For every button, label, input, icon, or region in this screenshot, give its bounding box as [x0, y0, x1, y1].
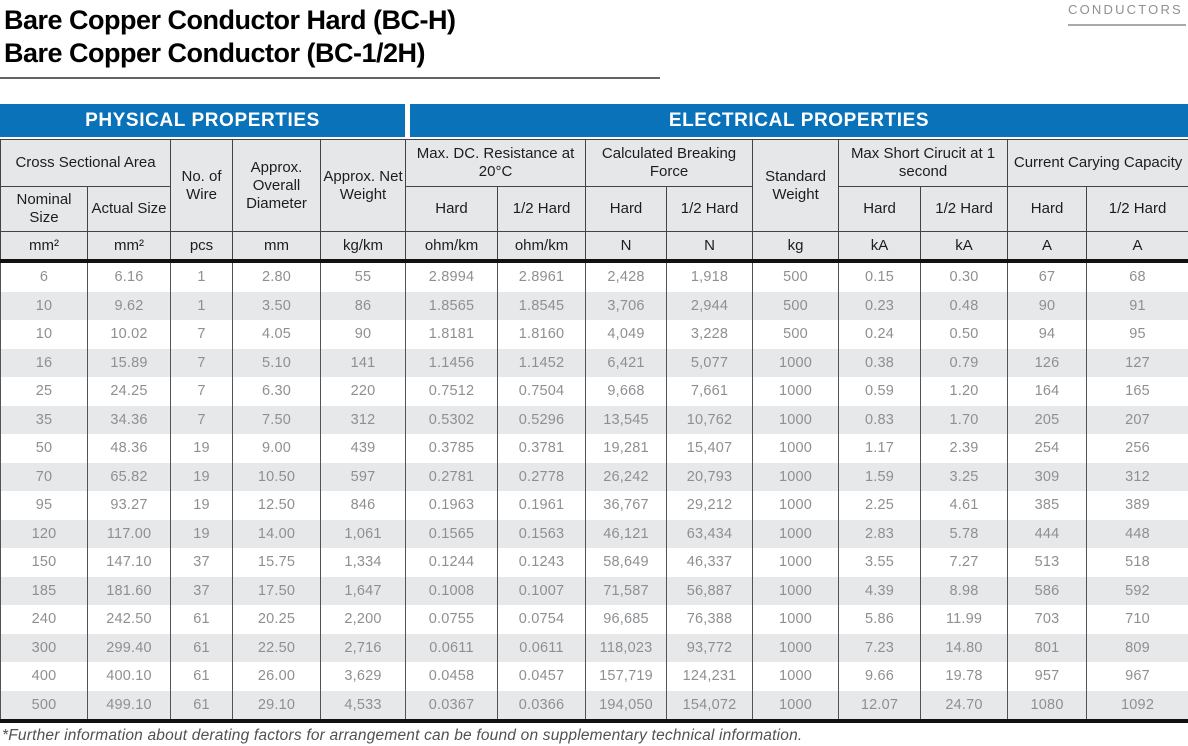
table-cell: 55	[321, 261, 406, 292]
header-cross-sectional-area: Cross Sectional Area	[1, 140, 171, 187]
table-cell: 12.07	[839, 691, 921, 722]
table-cell: 3.55	[839, 548, 921, 577]
table-cell: 1,061	[321, 520, 406, 549]
table-cell: 157,719	[586, 662, 667, 691]
header-nominal-size: Nominal Size	[1, 187, 88, 232]
table-cell: 0.7504	[498, 377, 586, 406]
header-resistance-half-hard: 1/2 Hard	[498, 187, 586, 232]
unit-cell: kg	[753, 232, 839, 262]
table-cell: 1.8181	[406, 320, 498, 349]
table-cell: 63,434	[667, 520, 753, 549]
table-cell: 194,050	[586, 691, 667, 722]
table-cell: 35	[1, 406, 88, 435]
unit-cell: kA	[839, 232, 921, 262]
table-cell: 0.23	[839, 292, 921, 321]
table-cell: 48.36	[88, 434, 171, 463]
table-cell: 1000	[753, 520, 839, 549]
table-cell: 2,428	[586, 261, 667, 292]
table-cell: 2.39	[921, 434, 1008, 463]
table-cell: 93.27	[88, 491, 171, 520]
table-cell: 0.0754	[498, 605, 586, 634]
table-cell: 14.00	[233, 520, 321, 549]
table-cell: 957	[1008, 662, 1087, 691]
table-cell: 56,887	[667, 577, 753, 606]
header-short-circuit-half-hard: 1/2 Hard	[921, 187, 1008, 232]
table-cell: 10	[1, 320, 88, 349]
table-cell: 220	[321, 377, 406, 406]
table-cell: 240	[1, 605, 88, 634]
page-title-line1: Bare Copper Conductor Hard (BC-H)	[4, 5, 456, 35]
table-cell: 801	[1008, 634, 1087, 663]
table-cell: 0.50	[921, 320, 1008, 349]
table-cell: 385	[1008, 491, 1087, 520]
table-cell: 6.30	[233, 377, 321, 406]
table-cell: 5.78	[921, 520, 1008, 549]
unit-cell: A	[1087, 232, 1188, 262]
table-cell: 242.50	[88, 605, 171, 634]
table-cell: 95	[1087, 320, 1188, 349]
table-cell: 0.7512	[406, 377, 498, 406]
table-row	[1, 691, 1188, 722]
table-cell: 124,231	[667, 662, 753, 691]
table-cell: 0.0366	[498, 691, 586, 722]
table-cell: 500	[753, 320, 839, 349]
header-actual-size: Actual Size	[88, 187, 171, 232]
table-cell: 24.70	[921, 691, 1008, 722]
table-cell: 2.8994	[406, 261, 498, 292]
table-cell: 846	[321, 491, 406, 520]
table-cell: 5.10	[233, 349, 321, 378]
table-cell: 10,762	[667, 406, 753, 435]
table-cell: 71,587	[586, 577, 667, 606]
table-cell: 300	[1, 634, 88, 663]
table-row	[1, 491, 1188, 520]
table-row	[1, 548, 1188, 577]
table-cell: 1000	[753, 377, 839, 406]
table-cell: 10.02	[88, 320, 171, 349]
table-cell: 4.61	[921, 491, 1008, 520]
table-cell: 0.0755	[406, 605, 498, 634]
table-cell: 1080	[1008, 691, 1087, 722]
table-cell: 34.36	[88, 406, 171, 435]
table-row	[1, 605, 1188, 634]
table-cell: 147.10	[88, 548, 171, 577]
table-cell: 12.50	[233, 491, 321, 520]
table-cell: 500	[753, 292, 839, 321]
table-cell: 90	[321, 320, 406, 349]
table-cell: 0.59	[839, 377, 921, 406]
table-cell: 19	[171, 463, 233, 492]
table-cell: 150	[1, 548, 88, 577]
table-cell: 6,421	[586, 349, 667, 378]
table-cell: 13,545	[586, 406, 667, 435]
header-breaking-hard: Hard	[586, 187, 667, 232]
table-cell: 0.30	[921, 261, 1008, 292]
table-cell: 1	[171, 261, 233, 292]
table-cell: 91	[1087, 292, 1188, 321]
page-title	[4, 4, 456, 70]
table-cell: 2.25	[839, 491, 921, 520]
table-cell: 95	[1, 491, 88, 520]
table-cell: 0.15	[839, 261, 921, 292]
header-max-short-circuit: Max Short Cirucit at 1 second	[839, 140, 1008, 187]
header-approx-overall-diameter: Approx. Overall Diameter	[233, 140, 321, 232]
table-cell: 185	[1, 577, 88, 606]
table-cell: 1.8545	[498, 292, 586, 321]
table-cell: 86	[321, 292, 406, 321]
table-cell: 0.83	[839, 406, 921, 435]
table-cell: 592	[1087, 577, 1188, 606]
table-cell: 7.27	[921, 548, 1008, 577]
table-header	[1, 140, 1188, 262]
table-cell: 17.50	[233, 577, 321, 606]
table-row	[1, 292, 1188, 321]
table-cell: 5.86	[839, 605, 921, 634]
table-cell: 2,716	[321, 634, 406, 663]
page-title-line2: Bare Copper Conductor (BC-1/2H)	[4, 38, 426, 68]
header-calculated-breaking-force: Calculated Breaking Force	[586, 140, 753, 187]
unit-cell: ohm/km	[498, 232, 586, 262]
header-resistance-hard: Hard	[406, 187, 498, 232]
table-cell: 46,337	[667, 548, 753, 577]
table-cell: 20.25	[233, 605, 321, 634]
table-cell: 312	[1087, 463, 1188, 492]
table-cell: 1000	[753, 548, 839, 577]
table-cell: 0.0367	[406, 691, 498, 722]
table-cell: 0.1565	[406, 520, 498, 549]
table-cell: 26,242	[586, 463, 667, 492]
table-cell: 46,121	[586, 520, 667, 549]
table-cell: 65.82	[88, 463, 171, 492]
table-cell: 312	[321, 406, 406, 435]
table-cell: 118,023	[586, 634, 667, 663]
table-cell: 96,685	[586, 605, 667, 634]
table-cell: 9.00	[233, 434, 321, 463]
table-cell: 0.1008	[406, 577, 498, 606]
table-cell: 11.99	[921, 605, 1008, 634]
table-cell: 61	[171, 634, 233, 663]
table-cell: 6.16	[88, 261, 171, 292]
table-cell: 400.10	[88, 662, 171, 691]
table-cell: 0.0611	[498, 634, 586, 663]
header-standard-weight: Standard Weight	[753, 140, 839, 232]
table-cell: 19	[171, 434, 233, 463]
table-cell: 809	[1087, 634, 1188, 663]
table-row	[1, 577, 1188, 606]
table-cell: 0.1563	[498, 520, 586, 549]
table-cell: 120	[1, 520, 88, 549]
table-body	[1, 261, 1188, 721]
header-short-circuit-hard: Hard	[839, 187, 921, 232]
table-cell: 256	[1087, 434, 1188, 463]
table-row	[1, 662, 1188, 691]
table-cell: 2.80	[233, 261, 321, 292]
table-cell: 0.0458	[406, 662, 498, 691]
table-cell: 15.75	[233, 548, 321, 577]
section-header-band	[0, 104, 1188, 137]
table-cell: 76,388	[667, 605, 753, 634]
table-cell: 7	[171, 320, 233, 349]
table-cell: 0.1244	[406, 548, 498, 577]
table-cell: 597	[321, 463, 406, 492]
table-row	[1, 463, 1188, 492]
table-cell: 513	[1008, 548, 1087, 577]
table-cell: 400	[1, 662, 88, 691]
section-header-physical: PHYSICAL PROPERTIES	[0, 104, 405, 137]
table-cell: 7,661	[667, 377, 753, 406]
table-cell: 1.8565	[406, 292, 498, 321]
table-cell: 0.3785	[406, 434, 498, 463]
table-row	[1, 320, 1188, 349]
header-capacity-hard: Hard	[1008, 187, 1087, 232]
unit-cell: mm	[233, 232, 321, 262]
table-cell: 6	[1, 261, 88, 292]
unit-cell: ohm/km	[406, 232, 498, 262]
conductor-spec-table	[0, 139, 1188, 723]
unit-cell: A	[1008, 232, 1087, 262]
table-cell: 254	[1008, 434, 1087, 463]
table-cell: 19	[171, 520, 233, 549]
table-cell: 0.79	[921, 349, 1008, 378]
table-cell: 1.20	[921, 377, 1008, 406]
table-cell: 0.2778	[498, 463, 586, 492]
table-row	[1, 634, 1188, 663]
table-cell: 127	[1087, 349, 1188, 378]
table-cell: 61	[171, 662, 233, 691]
table-cell: 9,668	[586, 377, 667, 406]
table-cell: 0.0611	[406, 634, 498, 663]
table-cell: 9.62	[88, 292, 171, 321]
table-cell: 165	[1087, 377, 1188, 406]
table-cell: 4.05	[233, 320, 321, 349]
table-cell: 0.48	[921, 292, 1008, 321]
table-cell: 7	[171, 377, 233, 406]
table-cell: 3.25	[921, 463, 1008, 492]
table-cell: 29.10	[233, 691, 321, 722]
table-cell: 19	[171, 491, 233, 520]
section-header-electrical: ELECTRICAL PROPERTIES	[410, 104, 1188, 137]
header-no-of-wire: No. of Wire	[171, 140, 233, 232]
units-row	[1, 232, 1188, 262]
unit-cell: kA	[921, 232, 1008, 262]
table-cell: 8.98	[921, 577, 1008, 606]
table-cell: 3,629	[321, 662, 406, 691]
table-cell: 181.60	[88, 577, 171, 606]
unit-cell: mm²	[88, 232, 171, 262]
table-cell: 1000	[753, 434, 839, 463]
table-cell: 4,049	[586, 320, 667, 349]
header-capacity-half-hard: 1/2 Hard	[1087, 187, 1188, 232]
table-cell: 19,281	[586, 434, 667, 463]
table-cell: 1.70	[921, 406, 1008, 435]
table-cell: 26.00	[233, 662, 321, 691]
table-cell: 0.0457	[498, 662, 586, 691]
table-cell: 36,767	[586, 491, 667, 520]
table-cell: 61	[171, 605, 233, 634]
table-cell: 117.00	[88, 520, 171, 549]
table-cell: 448	[1087, 520, 1188, 549]
table-cell: 309	[1008, 463, 1087, 492]
table-cell: 0.1243	[498, 548, 586, 577]
table-cell: 1000	[753, 406, 839, 435]
table-cell: 37	[171, 577, 233, 606]
table-cell: 518	[1087, 548, 1188, 577]
table-cell: 2.8961	[498, 261, 586, 292]
unit-cell: mm²	[1, 232, 88, 262]
table-cell: 3,706	[586, 292, 667, 321]
group-header-row	[1, 140, 1188, 187]
table-cell: 0.38	[839, 349, 921, 378]
table-cell: 1,647	[321, 577, 406, 606]
table-cell: 389	[1087, 491, 1188, 520]
table-row	[1, 377, 1188, 406]
table-cell: 154,072	[667, 691, 753, 722]
table-cell: 14.80	[921, 634, 1008, 663]
table-cell: 58,649	[586, 548, 667, 577]
table-cell: 205	[1008, 406, 1087, 435]
header-current-carrying-capacity: Current Carying Capacity	[1008, 140, 1188, 187]
table-cell: 0.5296	[498, 406, 586, 435]
table-cell: 499.10	[88, 691, 171, 722]
table-cell: 0.1963	[406, 491, 498, 520]
table-cell: 7.23	[839, 634, 921, 663]
table-cell: 2,944	[667, 292, 753, 321]
table-cell: 29,212	[667, 491, 753, 520]
table-cell: 444	[1008, 520, 1087, 549]
table-cell: 500	[1, 691, 88, 722]
table-cell: 70	[1, 463, 88, 492]
table-cell: 15,407	[667, 434, 753, 463]
table-cell: 67	[1008, 261, 1087, 292]
table-cell: 1,334	[321, 548, 406, 577]
table-cell: 710	[1087, 605, 1188, 634]
table-cell: 90	[1008, 292, 1087, 321]
table-cell: 7	[171, 406, 233, 435]
table-cell: 20,793	[667, 463, 753, 492]
table-cell: 1,918	[667, 261, 753, 292]
table-cell: 0.2781	[406, 463, 498, 492]
table-cell: 0.1007	[498, 577, 586, 606]
table-cell: 1.17	[839, 434, 921, 463]
table-cell: 4,533	[321, 691, 406, 722]
table-cell: 164	[1008, 377, 1087, 406]
table-cell: 1.59	[839, 463, 921, 492]
corner-category-label: CONDUCTORS	[1068, 2, 1186, 26]
header-breaking-half-hard: 1/2 Hard	[667, 187, 753, 232]
table-cell: 10	[1, 292, 88, 321]
table-cell: 586	[1008, 577, 1087, 606]
table-cell: 5,077	[667, 349, 753, 378]
table-cell: 93,772	[667, 634, 753, 663]
table-cell: 2.83	[839, 520, 921, 549]
table-cell: 500	[753, 261, 839, 292]
table-cell: 0.3781	[498, 434, 586, 463]
table-cell: 61	[171, 691, 233, 722]
table-cell: 299.40	[88, 634, 171, 663]
table-cell: 7	[171, 349, 233, 378]
table-cell: 94	[1008, 320, 1087, 349]
table-cell: 68	[1087, 261, 1188, 292]
table-cell: 1000	[753, 662, 839, 691]
table-cell: 126	[1008, 349, 1087, 378]
title-divider	[0, 77, 660, 79]
unit-cell: N	[586, 232, 667, 262]
table-cell: 9.66	[839, 662, 921, 691]
unit-cell: kg/km	[321, 232, 406, 262]
table-cell: 0.24	[839, 320, 921, 349]
table-cell: 50	[1, 434, 88, 463]
table-cell: 1000	[753, 463, 839, 492]
table-cell: 1	[171, 292, 233, 321]
header-max-dc-resistance: Max. DC. Resistance at 20°C	[406, 140, 586, 187]
table-cell: 1000	[753, 634, 839, 663]
table-cell: 1.8160	[498, 320, 586, 349]
table-row	[1, 434, 1188, 463]
table-cell: 967	[1087, 662, 1188, 691]
table-cell: 1000	[753, 491, 839, 520]
table-cell: 1000	[753, 605, 839, 634]
table-cell: 1000	[753, 691, 839, 722]
table-cell: 2,200	[321, 605, 406, 634]
table-cell: 1000	[753, 349, 839, 378]
table-cell: 1092	[1087, 691, 1188, 722]
table-cell: 16	[1, 349, 88, 378]
table-row	[1, 520, 1188, 549]
table-cell: 3.50	[233, 292, 321, 321]
table-row	[1, 261, 1188, 292]
header-approx-net-weight: Approx. Net Weight	[321, 140, 406, 232]
table-cell: 22.50	[233, 634, 321, 663]
table-cell: 703	[1008, 605, 1087, 634]
table-cell: 1.1452	[498, 349, 586, 378]
table-cell: 15.89	[88, 349, 171, 378]
table-row	[1, 349, 1188, 378]
table-cell: 10.50	[233, 463, 321, 492]
table-cell: 24.25	[88, 377, 171, 406]
table-cell: 3,228	[667, 320, 753, 349]
table-cell: 1.1456	[406, 349, 498, 378]
table-cell: 25	[1, 377, 88, 406]
table-row	[1, 406, 1188, 435]
table-cell: 207	[1087, 406, 1188, 435]
table-cell: 4.39	[839, 577, 921, 606]
table-cell: 0.5302	[406, 406, 498, 435]
unit-cell: N	[667, 232, 753, 262]
table-cell: 1000	[753, 577, 839, 606]
table-cell: 439	[321, 434, 406, 463]
table-cell: 37	[171, 548, 233, 577]
table-cell: 141	[321, 349, 406, 378]
table-cell: 0.1961	[498, 491, 586, 520]
unit-cell: pcs	[171, 232, 233, 262]
table-cell: 19.78	[921, 662, 1008, 691]
footnote: *Further information about derating factors for arrangement can be found on supplementary technical information.	[2, 727, 803, 744]
table-cell: 7.50	[233, 406, 321, 435]
